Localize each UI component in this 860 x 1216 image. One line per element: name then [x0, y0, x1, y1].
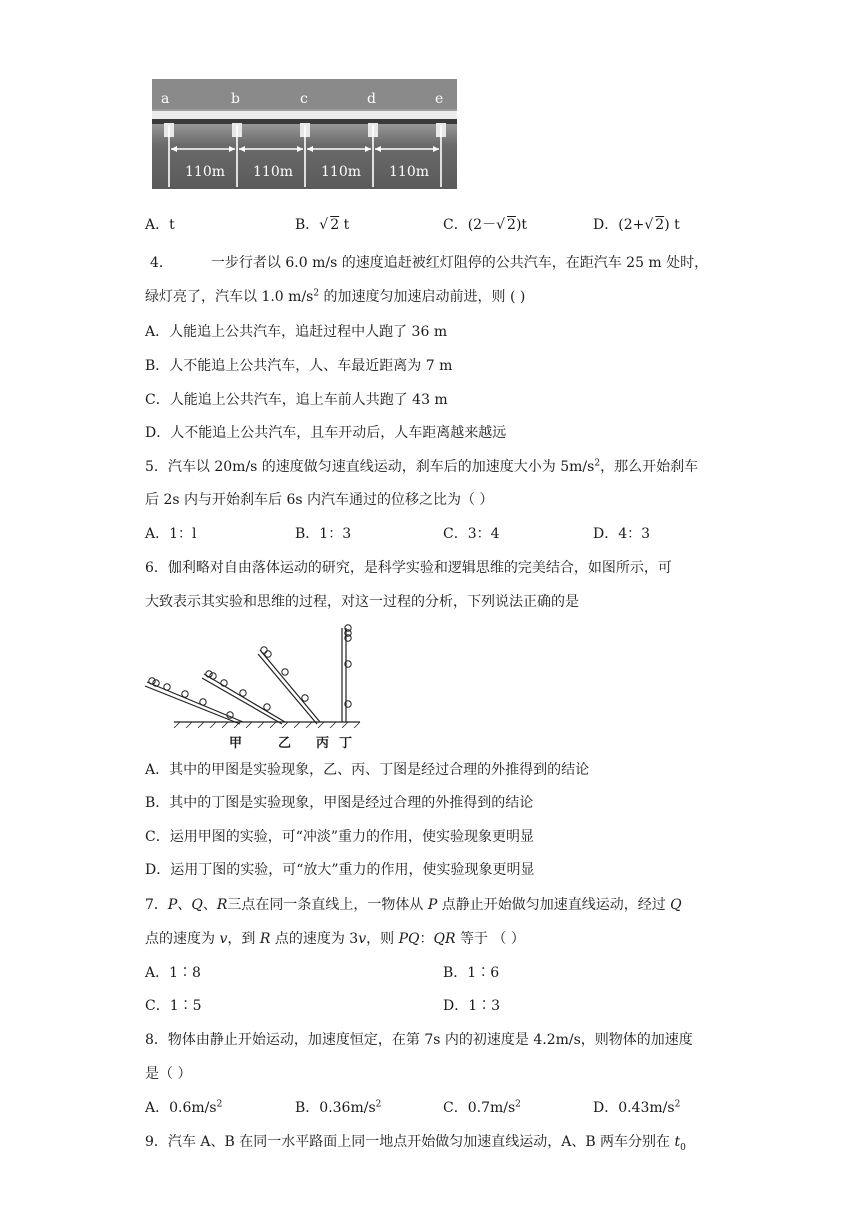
bridge-span-label: 110m: [321, 164, 361, 180]
bridge-span-label: 110m: [185, 164, 225, 180]
q4-option-b: B．人不能追上公共汽车，人、车最近距离为 7 m: [145, 358, 453, 374]
figure-label-jia: 甲: [229, 736, 243, 751]
q8-option-d: D．$0.43m/s^2$: [593, 1099, 681, 1116]
q7-option-d: D．1∶3: [443, 998, 501, 1014]
q7-option-c: C．1∶5: [145, 998, 202, 1014]
q6-line2: 大致表示其实验和思维的过程，对这一过程的分析，下列说法正确的是: [145, 594, 579, 610]
q3-option-a: A．t: [145, 217, 175, 233]
q6-option-a: A．其中的甲图是实验现象，乙、丙、丁图是经过合理的外推得到的结论: [145, 762, 590, 778]
q3-option-b: B．√ 2 t: [295, 217, 350, 233]
bridge-span-label: 110m: [253, 164, 293, 180]
q5-option-d: D．4：3: [593, 526, 651, 542]
q7-line2: 点的速度为 v，到 R 点的速度为 3v，则 PQ：QR 等于 （ ）: [145, 931, 525, 947]
q3-option-c: C．(2－√ 2)t: [443, 217, 528, 233]
q4-option-d: D．人不能追上公共汽车，且车开动后，人车距离越来越远: [145, 425, 507, 441]
bridge-point-d: d: [367, 91, 376, 107]
q8-option-a: A．$0.6m/s^2$: [145, 1099, 223, 1116]
q8-option-c: C．$0.7m/s^2$: [443, 1099, 521, 1116]
bridge-point-e: e: [435, 91, 444, 107]
q7-option-b: B．1∶6: [443, 965, 500, 981]
figure-label-yi: 乙: [278, 736, 292, 751]
q5-option-b: B．1：3: [295, 526, 352, 542]
q4-option-a: A．人能追上公共汽车，追赶过程中人跑了 36 m: [145, 324, 448, 340]
galileo-figure: [140, 622, 380, 750]
q5-line2: 后 2s 内与开始刹车后 6s 内汽车通过的位移之比为（ ）: [145, 492, 494, 508]
bridge-point-b: b: [231, 91, 240, 107]
q5-option-c: C．3：4: [443, 526, 500, 542]
figure-label-bing: 丙: [316, 736, 330, 751]
inclined-planes-diagram: [140, 622, 380, 750]
q8-line2: 是（ ）: [145, 1066, 192, 1082]
q4-line1: 4． 一步行者以 6.0 m/s 的速度追赶被红灯阻停的公共汽车，在距汽车 25 m 处时，: [150, 255, 709, 271]
q4-line2: 绿灯亮了，汽车以 1.0 $m/s^2$ 的加速度匀加速启动前进，则 ( ): [145, 288, 526, 305]
bridge-photo: [152, 79, 457, 189]
q6-option-b: B．其中的丁图是实验现象，甲图是经过合理的外推得到的结论: [145, 795, 534, 811]
bridge-point-a: a: [161, 91, 170, 107]
bridge-span-label: 110m: [389, 164, 429, 180]
q4-option-c: C．人能追上公共汽车，追上车前人共跑了 43 m: [145, 392, 448, 408]
q9-line1: 9．汽车 A、B 在同一水平路面上同一地点开始做匀加速直线运动，A、B 两车分别在 $t_0$: [145, 1134, 686, 1153]
q5-option-a: A．1：l: [145, 526, 197, 542]
q6-option-d: D．运用丁图的实验，可“放大”重力的作用，使实验现象更明显: [145, 862, 535, 878]
q3-option-d: D．(2+√ 2) t: [593, 217, 680, 233]
q7-line1: 7．P、Q、R三点在同一条直线上，一物体从 P 点静止开始做匀加速直线运动，经过 Q: [145, 897, 682, 913]
q6-line1: 6．伽利略对自由落体运动的研究，是科学实验和逻辑思维的完美结合，如图所示，可: [145, 560, 672, 576]
q6-option-c: C．运用甲图的实验，可“冲淡”重力的作用，使实验现象更明显: [145, 829, 535, 845]
q7-option-a: A．1∶8: [145, 965, 201, 981]
q8-option-b: B．$0.36m/s^2$: [295, 1099, 382, 1116]
bridge-point-c: c: [300, 91, 308, 107]
q8-line1: 8．物体由静止开始运动，加速度恒定，在第 7s 内的初速度是 4.2m/s，则物体的加速度: [145, 1032, 693, 1048]
figure-label-ding: 丁: [339, 736, 353, 751]
q5-line1: 5．汽车以 20m/s 的速度做匀速直线运动，刹车后的加速度大小为 $5m/s^2$，那么开始刹车: [145, 458, 699, 475]
